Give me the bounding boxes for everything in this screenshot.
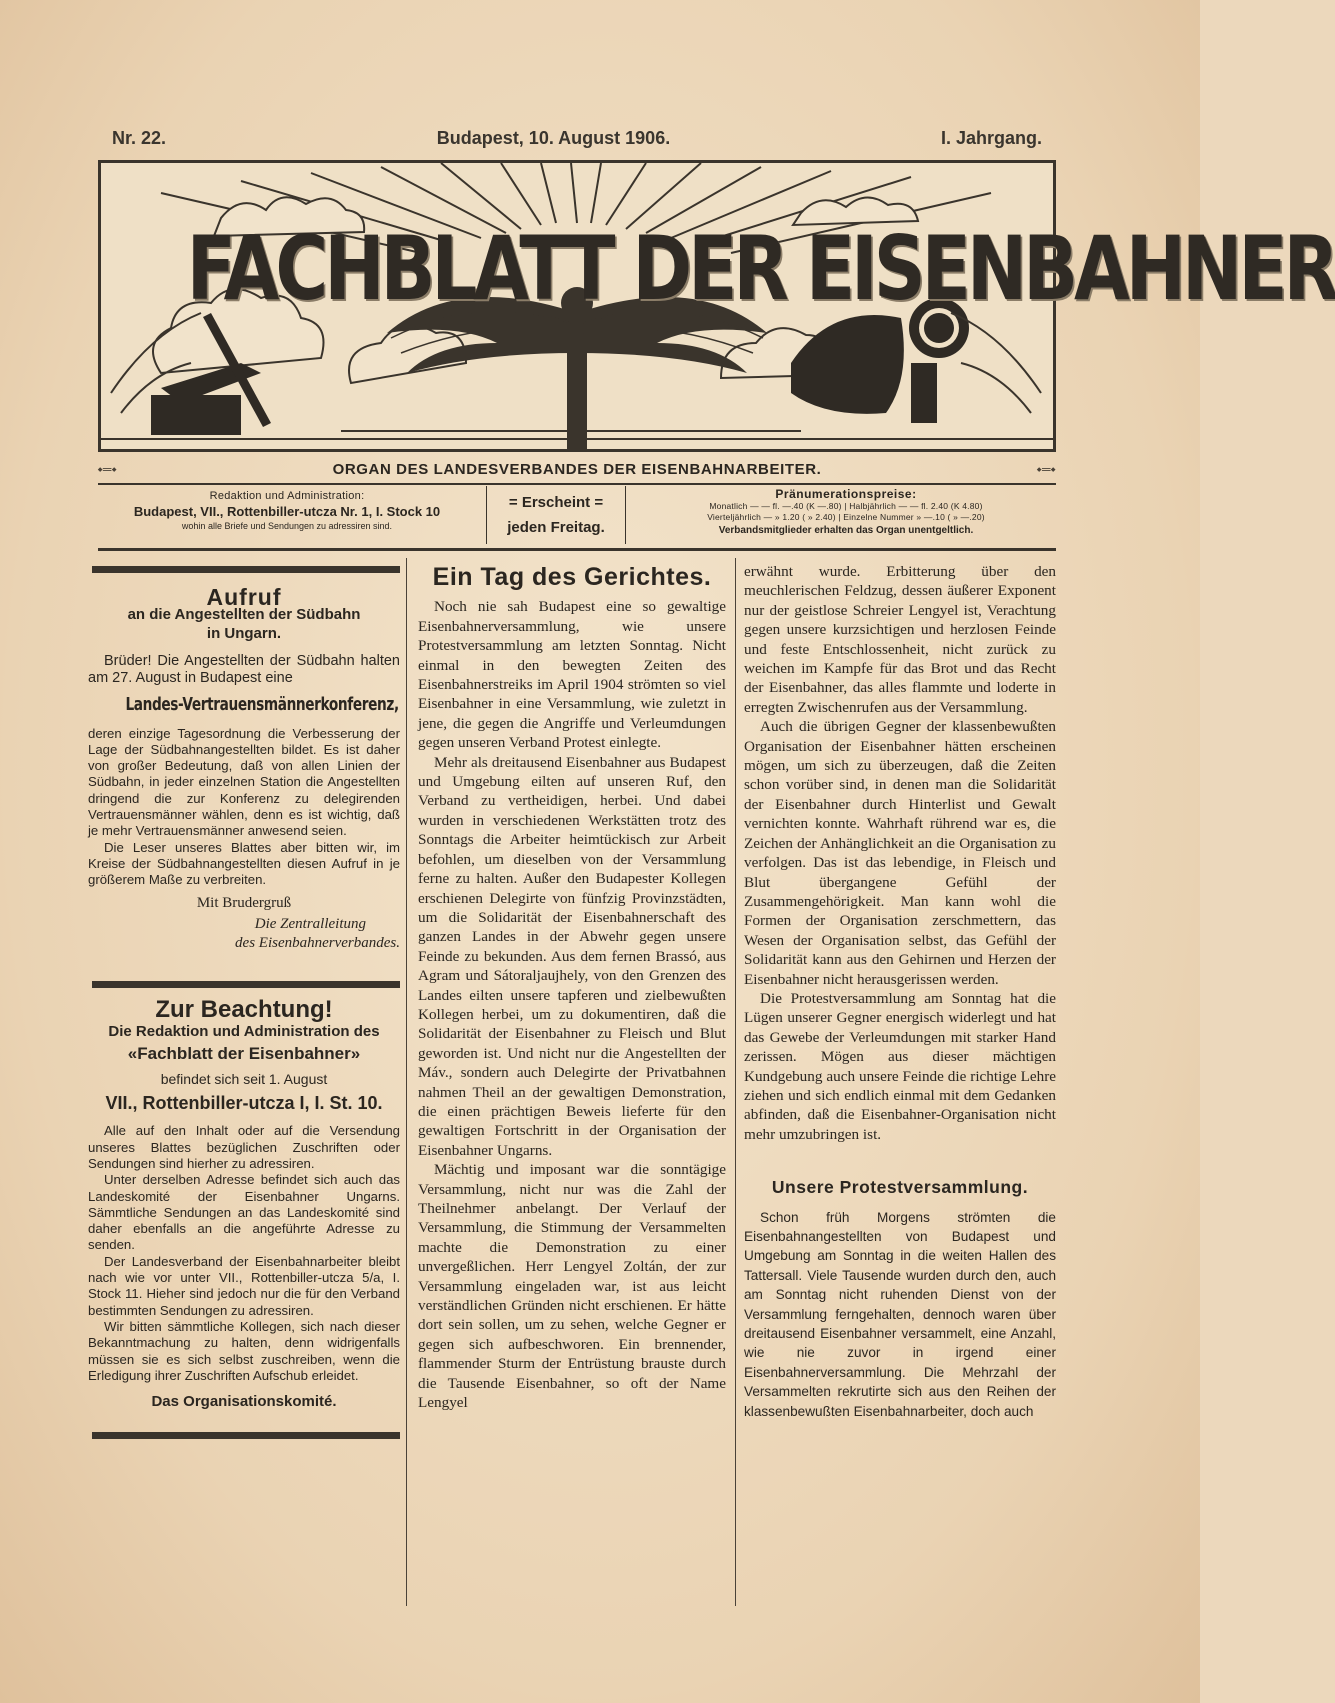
subscription-prices <box>636 487 1056 536</box>
redaktion-line: Die Redaktion und Administration des <box>108 1023 380 1041</box>
paragraph: Schon früh Morgens strömten die Eisenbahnangestellten von Budapest und Umgebung am Sonntag in die weiten Hallen des Tattersall. Viele Tausende wurden durch den, auch am Sonntag nicht ruhenden Dienst von der Versammlung ferngehalten, dennoch waren über dreitausend Eisenbahner versammelt, eine Anzahl, wie nie zuvor in irgend einer Eisenbahnerversammlung. Die Mehrzahl der Versammelten rekrutirte sich aus den Reihen der klassenbewußten Eisenbahnarbeiter, doch auch <box>744 1209 1056 1419</box>
paragraph: Mehr als dreitausend Eisenbahner aus Budapest und Umgebung eilten auf unseren Ruf, den Verband zu vertheidigen, herbei. Und dabei wurden in verschiedenen Werkstätten trotz des Sonntags die Arbeiter heimtückisch zur Arbeit befohlen, um dieselben von der Versammlung ferne zu halten. Außer den Budapester Kollegen erschienen Delegirte von fünfzig Provinzstädten, um die Solidarität der Eisenbahnerschaft des ganzen Landes in der Abwehr gegen unsere Feinde zu bekunden. Aus dem fernen Brassó, aus Agram und Sátoraljaujhely, von den Grenzen des Landes eilten unsere tapferen und zielbewußten Kollegen herbei, um zu dokumentiren, daß die Solidarität der Eisenbahner zu Fleisch und Blut geworden ist. Und nicht nur die Angestellten der Máv., sondern auch Delegirte der Privatbahnen nahmen Theil an der gewaltigen Demonstration, die einen prächtigen Beweis lieferte für den gewaltigen Fortschritt in der Organisation der Eisenbahner Ungarns. <box>418 753 726 1159</box>
komitee-signature: Das Organisationskomité. <box>151 1393 337 1411</box>
info-row <box>98 486 1056 546</box>
ornament-left-icon: ⬩═⬩ <box>98 461 117 476</box>
heavy-rule <box>92 566 400 573</box>
heavy-rule <box>92 981 400 988</box>
article-title: Ein Tag des Gerichtes. <box>432 563 712 591</box>
paragraph: Noch nie sah Budapest eine so gewaltige Eisenbahnerversammlung, wie unsere Protestversammlung am letzten Sonntag. Nicht einmal in den bewegten Zeiten des Eisenbahnerstreiks im April 1904 strömten so viel Eisenbahner in eine Versammlung, wie zuletzt in jene, die gegen die Angriffe und Verleumdungen gegen unseren Verband Protest einlegte. <box>418 598 726 752</box>
greeting: Mit Brudergruß <box>196 894 292 911</box>
paragraph: Der Landesverband der Eisenbahnarbeiter bleibt nach wie vor unter VII., Rottenbiller-utcza 5/a, I. Stock 11. Hieher sind jedoch nur die für den Verband bestimmten Sendungen zu adressiren. <box>88 1253 400 1318</box>
divider <box>98 483 1056 485</box>
column-middle <box>418 562 726 1612</box>
paragraph: Unter derselben Adresse befindet sich auch das Landeskomité der Eisenbahner Ungarns. Sämmtliche Sendungen an das Landeskomité sind daher ebenfalls an die angeführte Adresse zu senden. <box>88 1172 400 1253</box>
paragraph: Die Protestversammlung am Sonntag hat die Lügen unserer Gegner energisch widerlegt und hat das Gewebe der Verleumdungen mit starker Hand zerissen. Mögen aus dieser mächtigen Kundgebung auch unsere Feinde die richtige Lehre ziehen und sich endlich einmal mit dem Gedanken abfinden, daß die Eisenbahner-Organisation nicht mehr umzubringen ist. <box>744 989 1056 1143</box>
befindet-line: befindet sich seit 1. August <box>160 1070 328 1087</box>
issue-header <box>112 128 1042 152</box>
editorial-address <box>98 490 476 531</box>
organ-subtitle: ORGAN DES LANDESVERBANDES DER EISENBAHNARBEITER. <box>332 460 822 478</box>
subarticle-body <box>744 1208 1056 1421</box>
signature-line: Die Zentralleitung <box>254 915 366 932</box>
organ-line <box>98 458 1056 480</box>
erscheint-label: = Erscheint = <box>508 494 604 511</box>
freitag-label: jeden Freitag. <box>507 519 605 536</box>
paragraph: Brüder! Die Angestellten der Südbahn halten am 27. August in Budapest eine <box>88 653 400 687</box>
signature-line: des Eisenbahnerverbandes. <box>235 934 400 951</box>
beachtung-heading: Zur Beachtung! <box>155 995 333 1023</box>
members-note: Verbandsmitglieder erhalten das Organ unentgeltlich. <box>718 525 974 536</box>
masthead <box>98 160 1335 452</box>
publication-schedule <box>486 486 626 544</box>
volume-label: I. Jahrgang. <box>940 128 1042 148</box>
paragraph: Alle auf den Inhalt oder auf die Versendung unseres Blattes bezüglichen Zuschriften oder Sendungen sind hierher zu adressiren. <box>88 1123 400 1171</box>
aufruf-sub-line: in Ungarn. <box>206 625 282 643</box>
paragraph: Wir bitten sämmtliche Kollegen, sich nach dieser Bekanntmachung zu halten, denn widrigenfalls müssen sie es sich selbst zuschreiben, wenn die Erledigung ihrer Zuschriften Aufschub erleidet. <box>88 1318 400 1383</box>
aufruf-sub-line: an die Angestellten der Südbahn <box>127 606 361 624</box>
column-right <box>744 562 1056 1612</box>
paragraph: Die Leser unseres Blattes aber bitten wir, im Kreise der Südbahnangestellten diesen Aufruf in je größerem Maße zu verbreiten. <box>88 839 400 888</box>
address: Budapest, VII., Rottenbiller-utcza Nr. 1, I. Stock 10 <box>133 504 441 519</box>
heavy-rule <box>92 1432 400 1439</box>
aufruf-heading: Aufruf <box>206 584 282 610</box>
paragraph: deren einzige Tagesordnung die Verbesserung der Lage der Südbahnangestellten bildet. Es ist daher von großer Bedeutung, daß von allen Linien der Südbahn, in jeder einzelnen Station die Angestellten dringend die zur Konferenz zu delegirenden Vertrauensmänner wählen, denn es ist wichtig, daß je mehr Vertrauensmänner anwesend seien. <box>88 725 400 839</box>
column-rule <box>735 558 736 1606</box>
new-address: VII., Rottenbiller-utcza I, I. St. 10. <box>105 1093 383 1114</box>
prices-title: Pränumerationspreise: <box>775 487 917 501</box>
prices-line-1: Monatlich — — fl. —.40 (K —.80) | Halbjährlich — — fl. 2.40 (K 4.80) <box>709 501 983 511</box>
paragraph: Mächtig und imposant war die sonntägige Versammlung, nicht nur was die Zahl der Theilnehmer anbelangt. Der Verlauf der Versammlung, die Stimmung der Versammelten machte die Demonstration zu einer unvergeßlichen. Herr Lengyel Zoltán, der zur Versammlung eingeladen war, ist aus leicht verständlichen Gründen nicht erschienen. Er hätte dort sein sollen, um zu sehen, welche Gegner er gegen sich aufbeschworen. Ein brennender, flammender Sturm der Entrüstung brauste durch die Tausende Eisenbahner, so oft der Name Lengyel <box>418 1161 726 1412</box>
place-date: Budapest, 10. August 1906. <box>436 128 671 148</box>
newspaper-title: FACHBLATT DER EISENBAHNER <box>186 217 1335 320</box>
issue-number: Nr. 22. <box>112 128 167 148</box>
ornament-right-icon: ⬩═⬩ <box>1037 461 1056 476</box>
column-left <box>88 562 400 1612</box>
column-rule <box>406 558 407 1606</box>
prices-line-2: Vierteljährlich — » 1.20 ( » 2.40) | Einzelne Nummer » —.10 ( » —.20) <box>707 512 985 522</box>
redaktion-label: Redaktion und Administration: <box>209 490 365 502</box>
paragraph: Auch die übrigen Gegner der klassenbewußten Organisation der Eisenbahner hätten erscheinen mögen, um sich zu überzeugen, daß die Zeiten schon vorüber sind, in denen man die Solidarität der Eisenbahner durch Hinterlist und Gewalt vernichten konnte. Wahrhaft rührend war es, die Zeichen der Anhänglichkeit an die Organisation zu verfolgen. Das ist das lebendige, in Fleisch und Blut übergangene Gefühl der Zusammengehörigkeit. Man kann wohl die Formen der Organisation zerschmettern, das Wesen der Organisation selbst, das Gefühl der Solidarität kann aus den Gehirnen und Herzen der Eisenbahner nicht herausgerissen werden. <box>744 718 1056 988</box>
konferenz-heading: Landes-Vertrauensmännerkonferenz, <box>125 694 399 716</box>
subarticle-title: Unsere Protestversammlung. <box>771 1177 1029 1198</box>
divider <box>98 548 1056 551</box>
fachblatt-line: «Fachblatt der Eisenbahner» <box>127 1044 361 1064</box>
aufruf-subheading <box>88 605 400 643</box>
paragraph: erwähnt wurde. Erbitterung über den meuchlerischen Feldzug, dessen äußerer Exponent nur der geistlose Schreier Lengyel ist, Verachtung gegen unsere kurzsichtigen und herzlosen Feinde und feste Entschlossenheit, nicht zurück zu weichen im Kampfe für das Brot und das Recht der Eisenbahner, das alles flammte und loderte in erregten Zwischenrufen aus der Versammlung. <box>744 563 1056 716</box>
address-note: wohin alle Briefe und Sendungen zu adressiren sind. <box>181 521 393 531</box>
